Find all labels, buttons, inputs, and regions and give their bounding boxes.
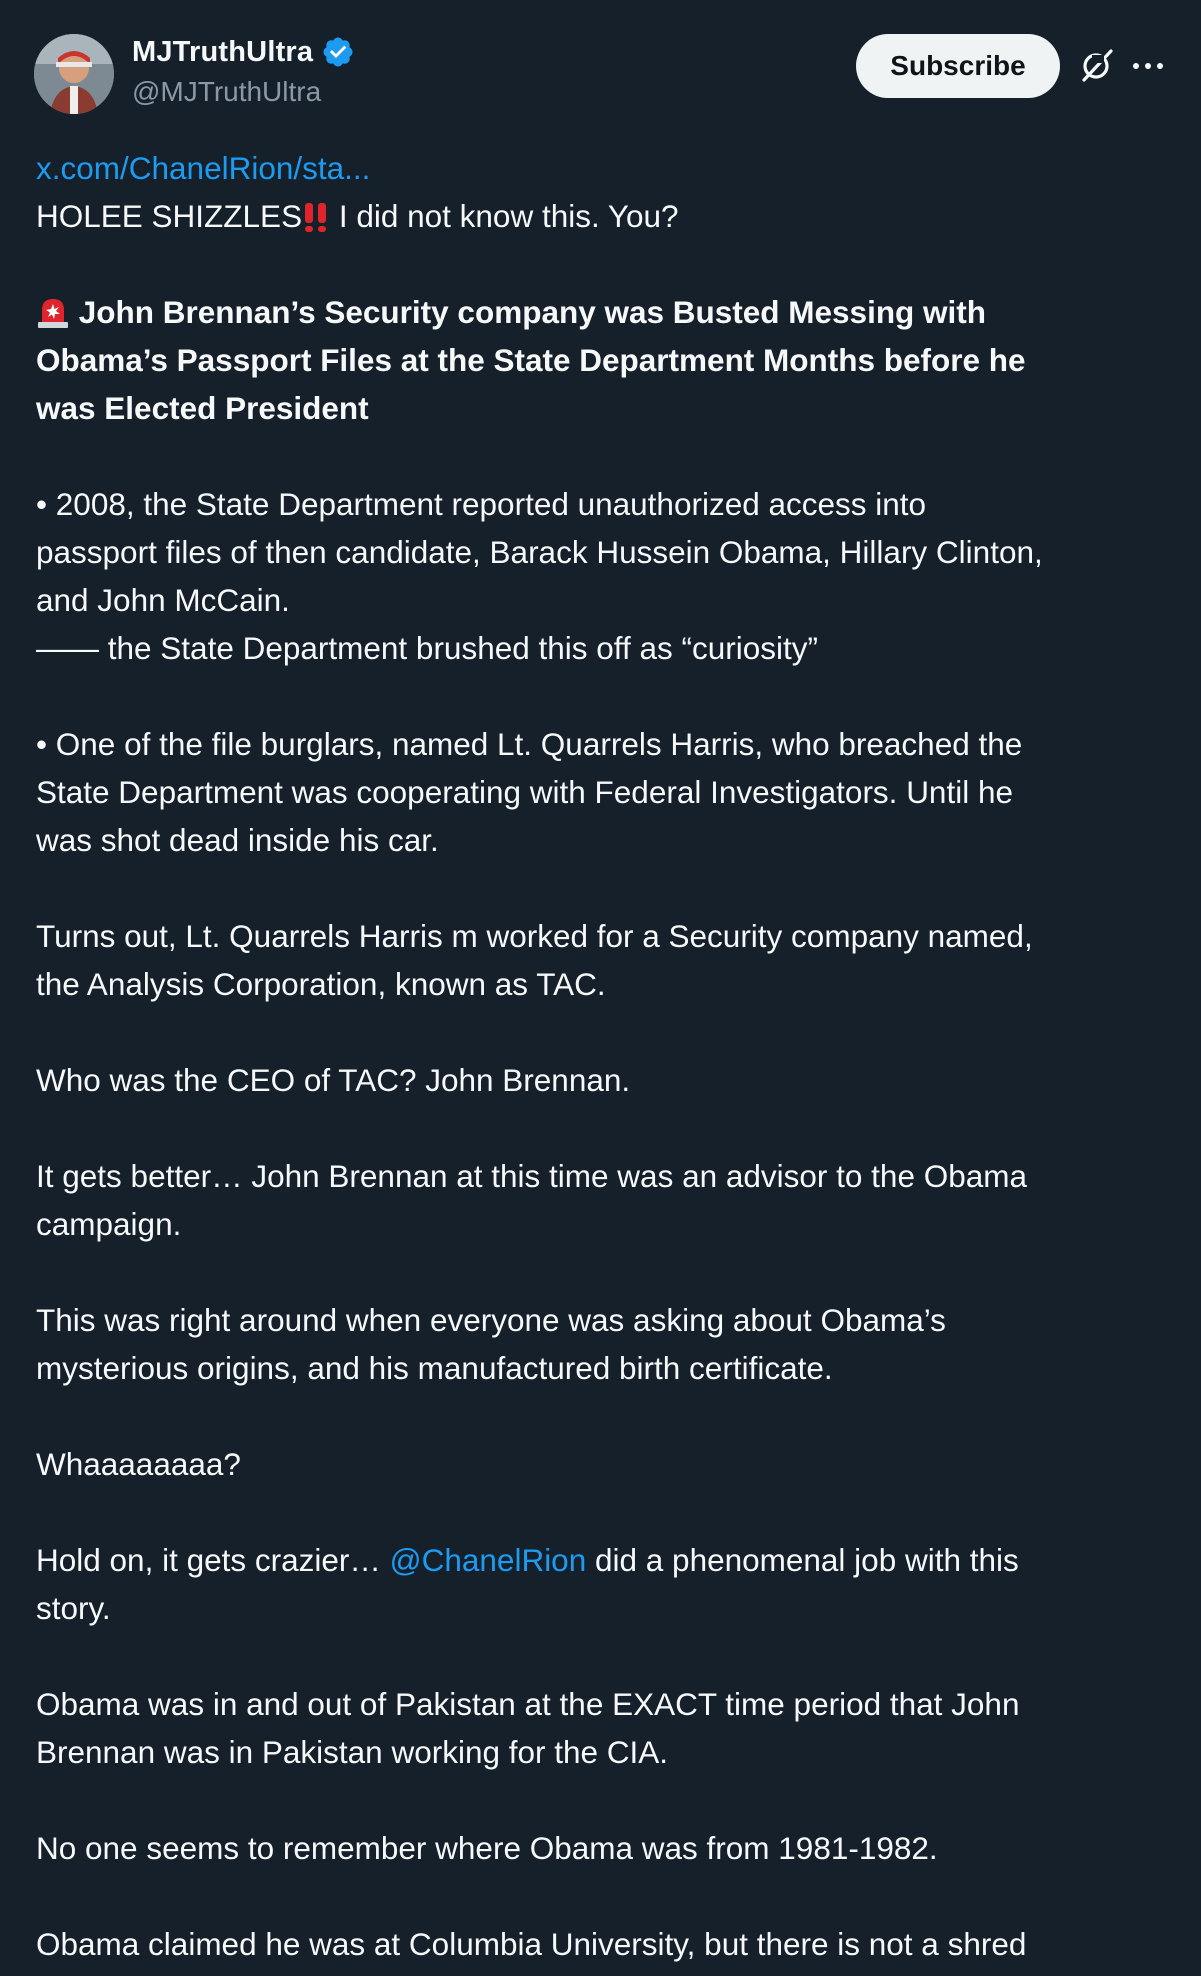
para3-line2: the Analysis Corporation, known as TAC.	[36, 966, 606, 1002]
post-header	[0, 0, 1201, 140]
bullet1-line2: passport files of then candidate, Barack Hussein Obama, Hillary Clinton,	[36, 534, 1043, 570]
para5-line2: campaign.	[36, 1206, 182, 1242]
headline-line	[36, 288, 1176, 336]
headline-text-3: was Elected President	[36, 390, 369, 426]
bullet2-line3: was shot dead inside his car.	[36, 822, 439, 858]
verified-badge-icon	[321, 35, 355, 69]
quoted-post-link[interactable]: x.com/ChanelRion/sta...	[36, 150, 371, 186]
user-handle[interactable]: @MJTruthUltra	[132, 76, 322, 107]
user-info[interactable]	[132, 30, 355, 108]
display-name-row	[132, 30, 355, 74]
more-horizontal-icon[interactable]	[1130, 54, 1166, 78]
rotating-light-icon	[36, 295, 70, 329]
para8-line2: story.	[36, 1590, 111, 1626]
para4-line1: Who was the CEO of TAC? John Brennan.	[36, 1062, 631, 1098]
avatar[interactable]	[34, 34, 114, 114]
subscribe-button[interactable]: Subscribe	[856, 34, 1060, 98]
para5-line1: It gets better… John Brennan at this time was an advisor to the Obama	[36, 1158, 1028, 1194]
headline-text-1: John Brennan’s Security company was Busted Messing with	[70, 294, 987, 330]
para3-line1: Turns out, Lt. Quarrels Harris m worked for a Security company named,	[36, 918, 1033, 954]
bullet1-line4: —— the State Department brushed this off as “curiosity”	[36, 630, 819, 666]
mention-chanelrion-link[interactable]: @ChanelRion	[389, 1542, 587, 1578]
grok-icon[interactable]	[1078, 46, 1116, 84]
intro-line	[36, 192, 1176, 240]
intro-text: HOLEE SHIZZLES	[36, 198, 303, 234]
intro-text-end: I did not know this. You?	[330, 198, 679, 234]
post-text	[36, 144, 1176, 1968]
bullet2-line2: State Department was cooperating with Federal Investigators. Until he	[36, 774, 1013, 810]
headline-text-2: Obama’s Passport Files at the State Department Months before he	[36, 342, 1026, 378]
para7-line1: Whaaaaaaaa?	[36, 1446, 241, 1482]
para8-line1	[36, 1536, 1176, 1584]
para11-line1: Obama claimed he was at Columbia University, but there is not a shred	[36, 1926, 1027, 1962]
bullet1-line3: and John McCain.	[36, 582, 290, 618]
bullet1-line1: • 2008, the State Department reported unauthorized access into	[36, 486, 927, 522]
bullet2-line1: • One of the file burglars, named Lt. Quarrels Harris, who breached the	[36, 726, 1023, 762]
para9-line1: Obama was in and out of Pakistan at the EXACT time period that John	[36, 1686, 1020, 1722]
para6-line2: mysterious origins, and his manufactured birth certificate.	[36, 1350, 833, 1386]
display-name[interactable]: MJTruthUltra	[132, 35, 314, 68]
para10-line1: No one seems to remember where Obama was from 1981-1982.	[36, 1830, 938, 1866]
para9-line2: Brennan was in Pakistan working for the CIA.	[36, 1734, 669, 1770]
para8-text-start: Hold on, it gets crazier…	[36, 1542, 390, 1578]
double-exclamation-icon	[302, 201, 330, 233]
para8-text-end: did a phenomenal job with this	[586, 1542, 1019, 1578]
para6-line1: This was right around when everyone was asking about Obama’s	[36, 1302, 946, 1338]
avatar-image-icon	[34, 34, 114, 114]
